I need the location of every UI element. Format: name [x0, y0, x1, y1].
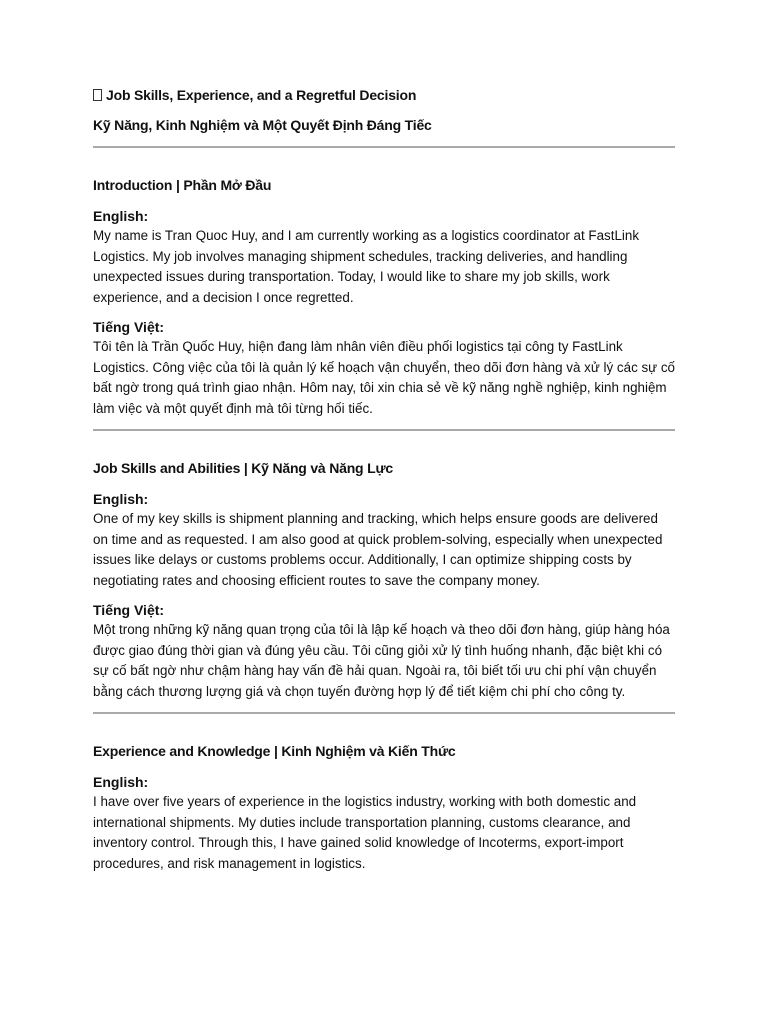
document-title-vi: Kỹ Năng, Kinh Nghiệm và Một Quyết Định Đáng Tiếc: [93, 117, 432, 133]
vietnamese-label: Tiếng Việt:: [93, 319, 165, 335]
section-heading: Job Skills and Abilities | Kỹ Năng và Năng Lực: [93, 460, 393, 476]
english-paragraph: I have over five years of experience in the logistics industry, working with both domestic and international shipments. My duties include transportation planning, customs clearance, and inventory control. Through this, I have gained solid knowledge of Incoterms, export-import procedures, and risk management in logistics.: [93, 794, 637, 871]
divider: [93, 429, 675, 431]
missing-glyph-box-icon: [93, 89, 102, 101]
english-label: English:: [93, 774, 149, 790]
section-introduction: [93, 175, 675, 431]
vietnamese-paragraph: Tôi tên là Trần Quốc Huy, hiện đang làm nhân viên điều phối logistics tại công ty FastLink Logistics. Công việc của tôi là quản lý kế hoạch vận chuyển, theo dõi đơn hàng và xử lý các sự cố bất ngờ trong quá trình giao nhận. Hôm nay, tôi xin chia sẻ về kỹ năng nghề nghiệp, kinh nghiệm làm việc và một quyết định mà tôi từng hối tiếc.: [93, 339, 676, 416]
title-block: [93, 84, 675, 136]
vietnamese-paragraph: Một trong những kỹ năng quan trọng của tôi là lập kế hoạch và theo dõi đơn hàng, giúp hàng hóa được giao đúng thời gian và đúng yêu cầu. Tôi cũng giỏi xử lý tình huống nhanh, đặc biệt khi có sự cố bất ngờ như chậm hàng hay vấn đề hải quan. Ngoài ra, tôi biết tối ưu chi phí vận chuyển bằng cách thương lượng giá và chọn tuyến đường hợp lý để tiết kiệm chi phí cho công ty.: [93, 622, 670, 699]
divider: [93, 146, 675, 148]
section-heading: Experience and Knowledge | Kinh Nghiệm và Kiến Thức: [93, 743, 456, 759]
divider: [93, 712, 675, 714]
english-label: English:: [93, 491, 149, 507]
document-title-en: [93, 84, 675, 106]
english-label: English:: [93, 208, 149, 224]
english-paragraph: My name is Tran Quoc Huy, and I am currently working as a logistics coordinator at FastLink Logistics. My job involves managing shipment schedules, tracking deliveries, and handling unexpected issues during transportation. Today, I would like to share my job skills, work experience, and a decision I once regretted.: [93, 228, 640, 305]
english-paragraph: One of my key skills is shipment planning and tracking, which helps ensure goods are delivered on time and as requested. I am also good at quick problem-solving, especially when unexpected issues like delays or customs problems occur. Additionally, I can optimize shipping costs by negotiating rates and choosing efficient routes to save the company money.: [93, 511, 663, 588]
section-experience: [93, 741, 675, 874]
vietnamese-label: Tiếng Việt:: [93, 602, 165, 618]
document-page: [93, 84, 675, 874]
section-heading: Introduction | Phần Mở Đầu: [93, 177, 272, 193]
section-job-skills: [93, 458, 675, 714]
document-title-en-text: Job Skills, Experience, and a Regretful Decision: [106, 87, 417, 103]
